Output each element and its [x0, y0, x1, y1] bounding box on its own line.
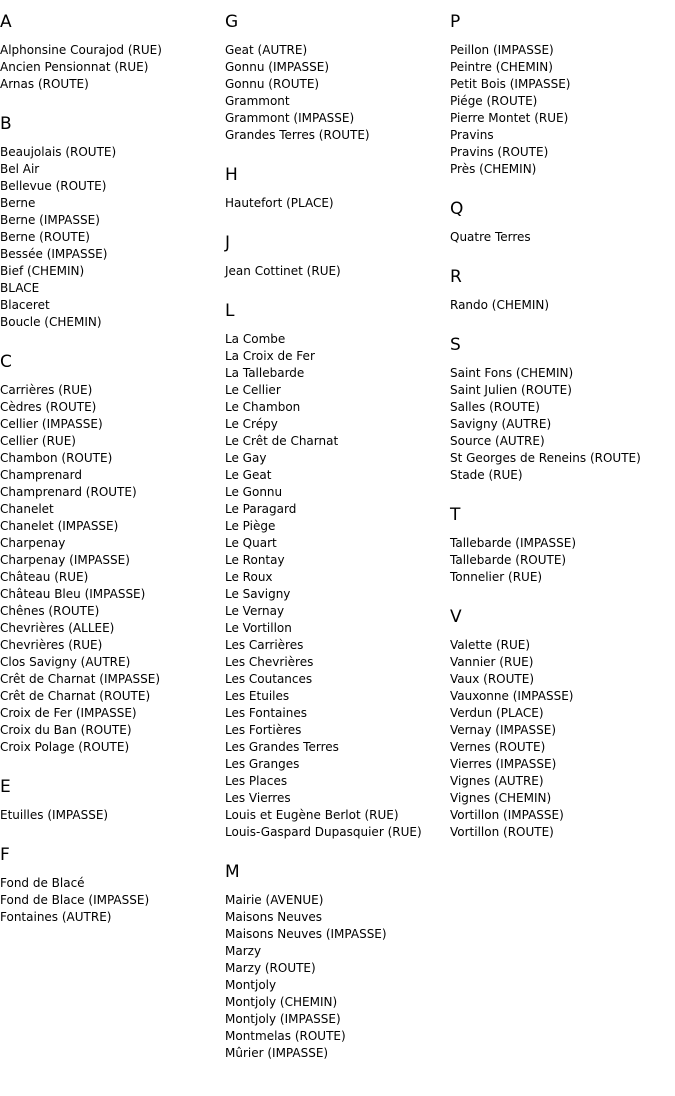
street-index-column-2	[225, 0, 447, 1062]
street-list	[0, 875, 222, 926]
street-item: Les Fontaines	[225, 706, 307, 720]
street-list	[225, 263, 447, 280]
street-item: Le Roux	[225, 570, 273, 584]
street-item: Louis et Eugène Berlot (RUE)	[225, 808, 399, 822]
street-list	[450, 297, 675, 314]
letter-heading: F	[0, 845, 10, 865]
street-item: Valette (RUE)	[450, 638, 531, 652]
street-list	[0, 42, 222, 93]
street-item: Boucle (CHEMIN)	[0, 315, 102, 329]
street-item: Grammont	[225, 94, 290, 108]
letter-heading: S	[450, 335, 461, 355]
street-item: Le Cellier	[225, 383, 281, 397]
street-item: Les Grandes Terres	[225, 740, 339, 754]
street-list	[450, 229, 675, 246]
street-item: Hautefort (PLACE)	[225, 196, 334, 210]
street-item: Croix de Fer (IMPASSE)	[0, 706, 137, 720]
street-item: Chanelet	[0, 502, 54, 516]
street-item: Vauxonne (IMPASSE)	[450, 689, 574, 703]
street-item: Champrenard (ROUTE)	[0, 485, 137, 499]
street-item: Pierre Montet (RUE)	[450, 111, 569, 125]
street-item: Vignes (AUTRE)	[450, 774, 544, 788]
street-item: BLACE	[0, 281, 40, 295]
street-item: Piége (ROUTE)	[450, 94, 538, 108]
street-item: Cellier (RUE)	[0, 434, 76, 448]
street-item: Près (CHEMIN)	[450, 162, 537, 176]
street-item: Berne (ROUTE)	[0, 230, 90, 244]
street-item: Vierres (IMPASSE)	[450, 757, 557, 771]
letter-group	[450, 267, 675, 314]
street-item: Tallebarde (ROUTE)	[450, 553, 567, 567]
street-item: Petit Bois (IMPASSE)	[450, 77, 571, 91]
street-item: Clos Savigny (AUTRE)	[0, 655, 131, 669]
street-item: Peintre (CHEMIN)	[450, 60, 553, 74]
letter-heading: R	[450, 267, 462, 287]
street-item: Croix du Ban (ROUTE)	[0, 723, 132, 737]
street-item: Maisons Neuves (IMPASSE)	[225, 927, 387, 941]
street-item: St Georges de Reneins (ROUTE)	[450, 451, 641, 465]
letter-heading: B	[0, 114, 12, 134]
street-item: Champrenard	[0, 468, 82, 482]
street-item: Vortillon (ROUTE)	[450, 825, 554, 839]
street-item: Carrières (RUE)	[0, 383, 93, 397]
letter-group	[450, 335, 675, 484]
street-item: Le Savigny	[225, 587, 291, 601]
street-item: Montjoly	[225, 978, 277, 992]
letter-heading: V	[450, 607, 462, 627]
letter-group	[450, 607, 675, 841]
street-item: Maisons Neuves	[225, 910, 323, 924]
street-index-column-3	[450, 0, 675, 841]
street-item: Les Coutances	[225, 672, 313, 686]
street-item: Bessée (IMPASSE)	[0, 247, 108, 261]
letter-group	[0, 114, 222, 331]
letter-group	[0, 352, 222, 756]
street-item: Les Chevrières	[225, 655, 314, 669]
letter-group	[450, 199, 675, 246]
street-item: Berne (IMPASSE)	[0, 213, 100, 227]
street-item: La Combe	[225, 332, 286, 346]
street-item: Marzy	[225, 944, 262, 958]
street-item: Le Piège	[225, 519, 276, 533]
street-item: Source (AUTRE)	[450, 434, 545, 448]
street-item: Bellevue (ROUTE)	[0, 179, 107, 193]
letter-group	[225, 301, 447, 841]
street-item: Le Geat	[225, 468, 272, 482]
street-item: Croix Polage (ROUTE)	[0, 740, 130, 754]
street-item: Savigny (AUTRE)	[450, 417, 552, 431]
street-item: Crêt de Charnat (ROUTE)	[0, 689, 151, 703]
street-item: Peillon (IMPASSE)	[450, 43, 554, 57]
street-item: Mûrier (IMPASSE)	[225, 1046, 329, 1060]
street-item: Le Vernay	[225, 604, 285, 618]
street-item: Alphonsine Courajod (RUE)	[0, 43, 162, 57]
street-item: Le Quart	[225, 536, 277, 550]
letter-heading: T	[450, 505, 461, 525]
street-item: Montmelas (ROUTE)	[225, 1029, 346, 1043]
street-item: Le Crépy	[225, 417, 278, 431]
street-item: Chevrières (ALLEE)	[0, 621, 115, 635]
street-list	[0, 807, 222, 824]
letter-heading: P	[450, 12, 461, 32]
street-index-column-1	[0, 0, 222, 926]
street-item: Vignes (CHEMIN)	[450, 791, 552, 805]
street-item: Montjoly (IMPASSE)	[225, 1012, 341, 1026]
street-item: Vernes (ROUTE)	[450, 740, 546, 754]
letter-heading: G	[225, 12, 239, 32]
street-item: Mairie (AVENUE)	[225, 893, 324, 907]
street-item: Le Chambon	[225, 400, 301, 414]
street-item: La Croix de Fer	[225, 349, 315, 363]
letter-group	[225, 862, 447, 1062]
letter-heading: C	[0, 352, 12, 372]
street-item: Bief (CHEMIN)	[0, 264, 85, 278]
street-item: Grandes Terres (ROUTE)	[225, 128, 370, 142]
street-list	[450, 365, 675, 484]
street-item: Pravins (ROUTE)	[450, 145, 549, 159]
street-list	[450, 637, 675, 841]
street-item: Montjoly (CHEMIN)	[225, 995, 338, 1009]
street-item: Le Paragard	[225, 502, 297, 516]
street-list	[450, 42, 675, 178]
street-item: Les Fortières	[225, 723, 302, 737]
street-list	[0, 144, 222, 331]
letter-group	[225, 233, 447, 280]
street-item: Etuilles (IMPASSE)	[0, 808, 109, 822]
street-item: Les Granges	[225, 757, 300, 771]
street-item: Château Bleu (IMPASSE)	[0, 587, 146, 601]
street-item: Pravins	[450, 128, 494, 142]
street-item: Les Vierres	[225, 791, 291, 805]
street-item: Vernay (IMPASSE)	[450, 723, 557, 737]
street-item: Chênes (ROUTE)	[0, 604, 100, 618]
street-item: Vaux (ROUTE)	[450, 672, 534, 686]
street-item: Cellier (IMPASSE)	[0, 417, 103, 431]
street-item: Bel Air	[0, 162, 40, 176]
street-item: Louis-Gaspard Dupasquier (RUE)	[225, 825, 422, 839]
street-item: Geat (AUTRE)	[225, 43, 308, 57]
street-item: Verdun (PLACE)	[450, 706, 544, 720]
street-item: Beaujolais (ROUTE)	[0, 145, 117, 159]
street-item: Arnas (ROUTE)	[0, 77, 89, 91]
street-item: Le Vortillon	[225, 621, 292, 635]
street-item: Charpenay (IMPASSE)	[0, 553, 130, 567]
street-item: La Tallebarde	[225, 366, 305, 380]
street-item: Les Etuiles	[225, 689, 290, 703]
street-item: Jean Cottinet (RUE)	[225, 264, 341, 278]
letter-group	[0, 12, 222, 93]
street-item: Tonnelier (RUE)	[450, 570, 543, 584]
street-list	[225, 892, 447, 1062]
street-item: Saint Fons (CHEMIN)	[450, 366, 574, 380]
street-item: Le Gay	[225, 451, 267, 465]
street-item: Saint Julien (ROUTE)	[450, 383, 572, 397]
street-item: Charpenay	[0, 536, 66, 550]
street-list	[0, 382, 222, 756]
letter-heading: E	[0, 777, 11, 797]
street-item: Le Crêt de Charnat	[225, 434, 339, 448]
letter-group	[450, 505, 675, 586]
street-item: Stade (RUE)	[450, 468, 523, 482]
street-item: Gonnu (IMPASSE)	[225, 60, 330, 74]
street-item: Vortillon (IMPASSE)	[450, 808, 564, 822]
street-item: Crêt de Charnat (IMPASSE)	[0, 672, 161, 686]
street-list	[225, 195, 447, 212]
letter-group	[0, 777, 222, 824]
letter-group	[225, 165, 447, 212]
street-item: Chanelet (IMPASSE)	[0, 519, 119, 533]
street-item: Le Rontay	[225, 553, 285, 567]
street-item: Quatre Terres	[450, 230, 531, 244]
letter-group	[225, 12, 447, 144]
street-list	[225, 331, 447, 841]
letter-group	[450, 12, 675, 178]
letter-heading: M	[225, 862, 240, 882]
street-item: Ancien Pensionnat (RUE)	[0, 60, 149, 74]
street-item: Château (RUE)	[0, 570, 89, 584]
letter-group	[0, 845, 222, 926]
letter-heading: Q	[450, 199, 464, 219]
street-item: Salles (ROUTE)	[450, 400, 540, 414]
street-item: Chevrières (RUE)	[0, 638, 103, 652]
letter-heading: A	[0, 12, 12, 32]
street-item: Gonnu (ROUTE)	[225, 77, 320, 91]
street-list	[225, 42, 447, 144]
street-item: Cèdres (ROUTE)	[0, 400, 97, 414]
street-list	[450, 535, 675, 586]
street-item: Rando (CHEMIN)	[450, 298, 550, 312]
street-item: Berne	[0, 196, 36, 210]
street-item: Fond de Blacé	[0, 876, 85, 890]
street-item: Fond de Blace (IMPASSE)	[0, 893, 150, 907]
letter-heading: H	[225, 165, 238, 185]
street-item: Fontaines (AUTRE)	[0, 910, 112, 924]
street-item: Les Places	[225, 774, 288, 788]
street-item: Marzy (ROUTE)	[225, 961, 316, 975]
street-item: Tallebarde (IMPASSE)	[450, 536, 577, 550]
street-item: Les Carrières	[225, 638, 304, 652]
street-item: Vannier (RUE)	[450, 655, 534, 669]
street-item: Chambon (ROUTE)	[0, 451, 113, 465]
street-item: Grammont (IMPASSE)	[225, 111, 355, 125]
street-item: Le Gonnu	[225, 485, 283, 499]
street-item: Blaceret	[0, 298, 50, 312]
letter-heading: L	[225, 301, 235, 321]
letter-heading: J	[225, 233, 231, 253]
